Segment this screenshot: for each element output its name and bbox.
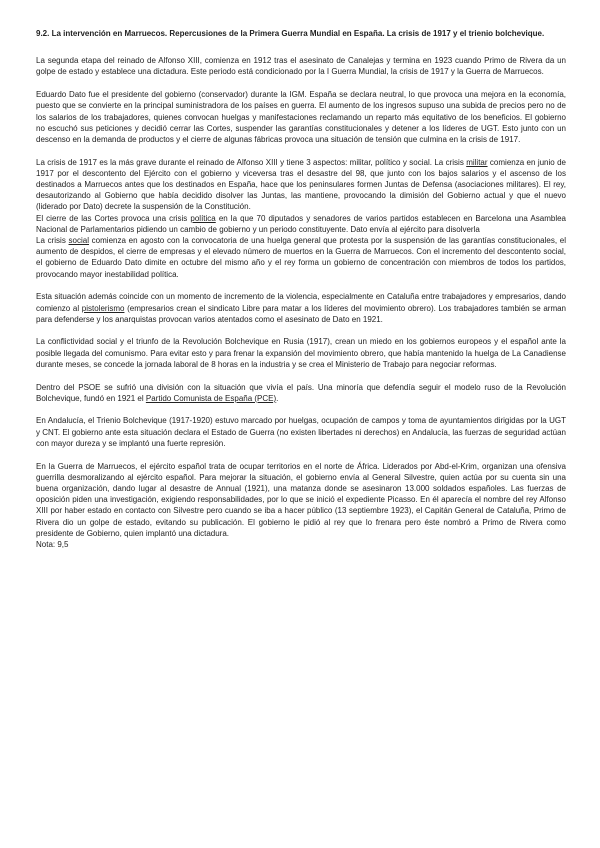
text-segment: en la que 70 diputados y senadores de varios partidos establecen en Barcelona una Asamblea Nacional de Parlamentarios pidiendo un cambio de gobierno y un periodo constituyente. Dato envía al ejército para disolverla: [36, 213, 566, 234]
underlined-term-social: social: [68, 236, 89, 246]
underlined-term-politica: política: [190, 213, 216, 223]
paragraph-psoe: [36, 382, 566, 404]
paragraph-crisis-social: [36, 235, 566, 280]
paragraph-crisis-political: [36, 213, 566, 235]
paragraph-bolshevik-revolution: La conflictividad social y el triunfo de la Revolución Bolchevique en Rusia (1917), crean un miedo en los gobiernos europeos y el español ante la posible llegada del comunismo. Para evitar esto y para frenar la expansión del movimiento obrero, que había mantenido la huelga de La Canadiense durante meses, se concede la jornada laboral de 8 horas en la industria y se crea el Ministerio de Trabajo para negociar reformas.: [36, 337, 566, 369]
text-segment: El cierre de las Cortes provoca una crisis: [36, 213, 191, 223]
document-page: [36, 28, 566, 550]
paragraph-second-stage: La segunda etapa del reinado de Alfonso XIII, comienza en 1912 tras el asesinato de Canalejas y termina en 1923 cuando Primo de Rivera da un golpe de estado y establece una dictadura. Este periodo está condicionado por la I Guerra Mundial, la crisis de 1917 y la Guerra de Marruecos.: [36, 56, 566, 77]
paragraph-andalucia: En Andalucía, el Trienio Bolchevique (1917-1920) estuvo marcado por huelgas, ocupación de campos y toma de ayuntamientos dirigidas por la UGT y CNT. El gobierno ante esta situación declara el Estado de Guerra (no existen libertades ni derechos) en Andalucía, las fuerzas de seguridad actúan con mayor dureza y se implantó una fuerte represión.: [36, 416, 566, 448]
paragraph-morocco-war: En la Guerra de Marruecos, el ejército español trata de ocupar territorios en el norte de África. Liderados por Abd-el-Krim, organizan una ofensiva guerrilla desmoralizando al ejército español. Para mejorar la situación, el gobierno envía al General Silvestre, quien actúa por su cuenta sin una buena organización, dando lugar al desastre de Annual (1921), una matanza donde se asesinaron 13.000 soldados españoles. Las fuerzas de oposición piden una investigación, exigiendo responsabilidades, por lo que se inició el expediente Picasso. En él aparecía el nombre del rey Alfonso XIII por haber estado en contacto con Silvestre pero cuando se iba a hacer público (13 septiembre 1923), el Capitán General de Cataluña, Primo de Rivera dio un golpe de estado, evitando su publicación. El gobierno le pidió al rey que lo frenara pero éste nombró a Primo de Rivera como presidente de Gobierno, quien implantó una dictadura.: [36, 461, 566, 538]
text-segment: Dentro del PSOE se sufrió una división con la situación que vivía el país. Una minoría que defendía seguir el modelo ruso de la Revolución Bolchevique, fundó en 1921 el: [36, 382, 566, 403]
document-title: 9.2. La intervención en Marruecos. Repercusiones de la Primera Guerra Mundial en España. La crisis de 1917 y el trienio bolchevique.: [36, 29, 545, 38]
text-segment: .: [276, 393, 279, 403]
paragraph-eduardo-dato: Eduardo Dato fue el presidente del gobierno (conservador) durante la IGM. España se declara neutral, lo que provoca una mejora en la economía, puesto que se convierte en la principal suministradora de los países en guerra. El aumento de los ingresos supuso una subida de precios pero no de los salarios de los trabajadores, quienes convocan huelgas y manifestaciones reclamando un reparto más equitativo de los beneficios. El gobierno no escuchó sus peticiones y decidió cerrar las Cortes, suspender las garantías constitucionales y detener a los líderes de UGT. Esto junto con un descenso en la demanda de productos y el cierre de algunas fábricas provoca una situación de tensión que culmina en la crisis de 1917.: [36, 90, 566, 144]
text-segment: La crisis de 1917 es la más grave durante el reinado de Alfonso XIII y tiene 3 aspectos: militar, político y social. La crisis: [36, 157, 467, 167]
underlined-term-militar: militar: [466, 157, 488, 167]
text-segment: Esta situación además coincide con un momento de incremento de la violencia, especialmente en Cataluña entre trabajadores y empresarios, dando comienzo al: [36, 292, 566, 313]
paragraph-crisis-military: [36, 157, 566, 213]
text-segment: (empresarios crean el sindicato Libre para matar a los líderes del movimiento obrero). Los trabajadores también se arman para defenderse y los anarquistas provocan varios atentados como el asesinato de Dato en 1921.: [36, 303, 567, 324]
underlined-term-pce: Partido Comunista de España (PCE): [145, 393, 277, 403]
paragraph-violence: [36, 291, 566, 325]
underlined-term-pistolerismo: pistolerismo: [81, 303, 125, 313]
grade-note: Nota: 9,5: [36, 540, 69, 550]
text-segment: La crisis: [36, 236, 69, 246]
text-segment: comienza en junio de 1917 por el descontento del Ejército con el gobierno y viceversa tras el desastre del 98, que junto con los bajos salarios y el ascenso de los destinados a Marruecos antes que los destinados en España, hace que los peninsulares formen Juntas de Defensa (asociaciones militares). El rey, desautorizando al Gobierno que había decidido disolver las Juntas, las mantiene, provocando la dimisión del Gobierno actual y que el nuevo (liderado por Dato) decrete la suspensión de la Constitución.: [36, 157, 566, 212]
text-segment: comienza en agosto con la convocatoria de una huelga general que protesta por la suspensión de las garantías constitucionales, el aumento de despidos, el cierre de empresas y el elevado número de muertos en la Guerra de Marruecos. Con el incremento del descontento social, el gobierno de Eduardo Dato dimite en octubre del mismo año y el rey forma un gobierno de concentración con miembros de todos los partidos, provocando mayor inestabilidad política.: [36, 236, 567, 279]
